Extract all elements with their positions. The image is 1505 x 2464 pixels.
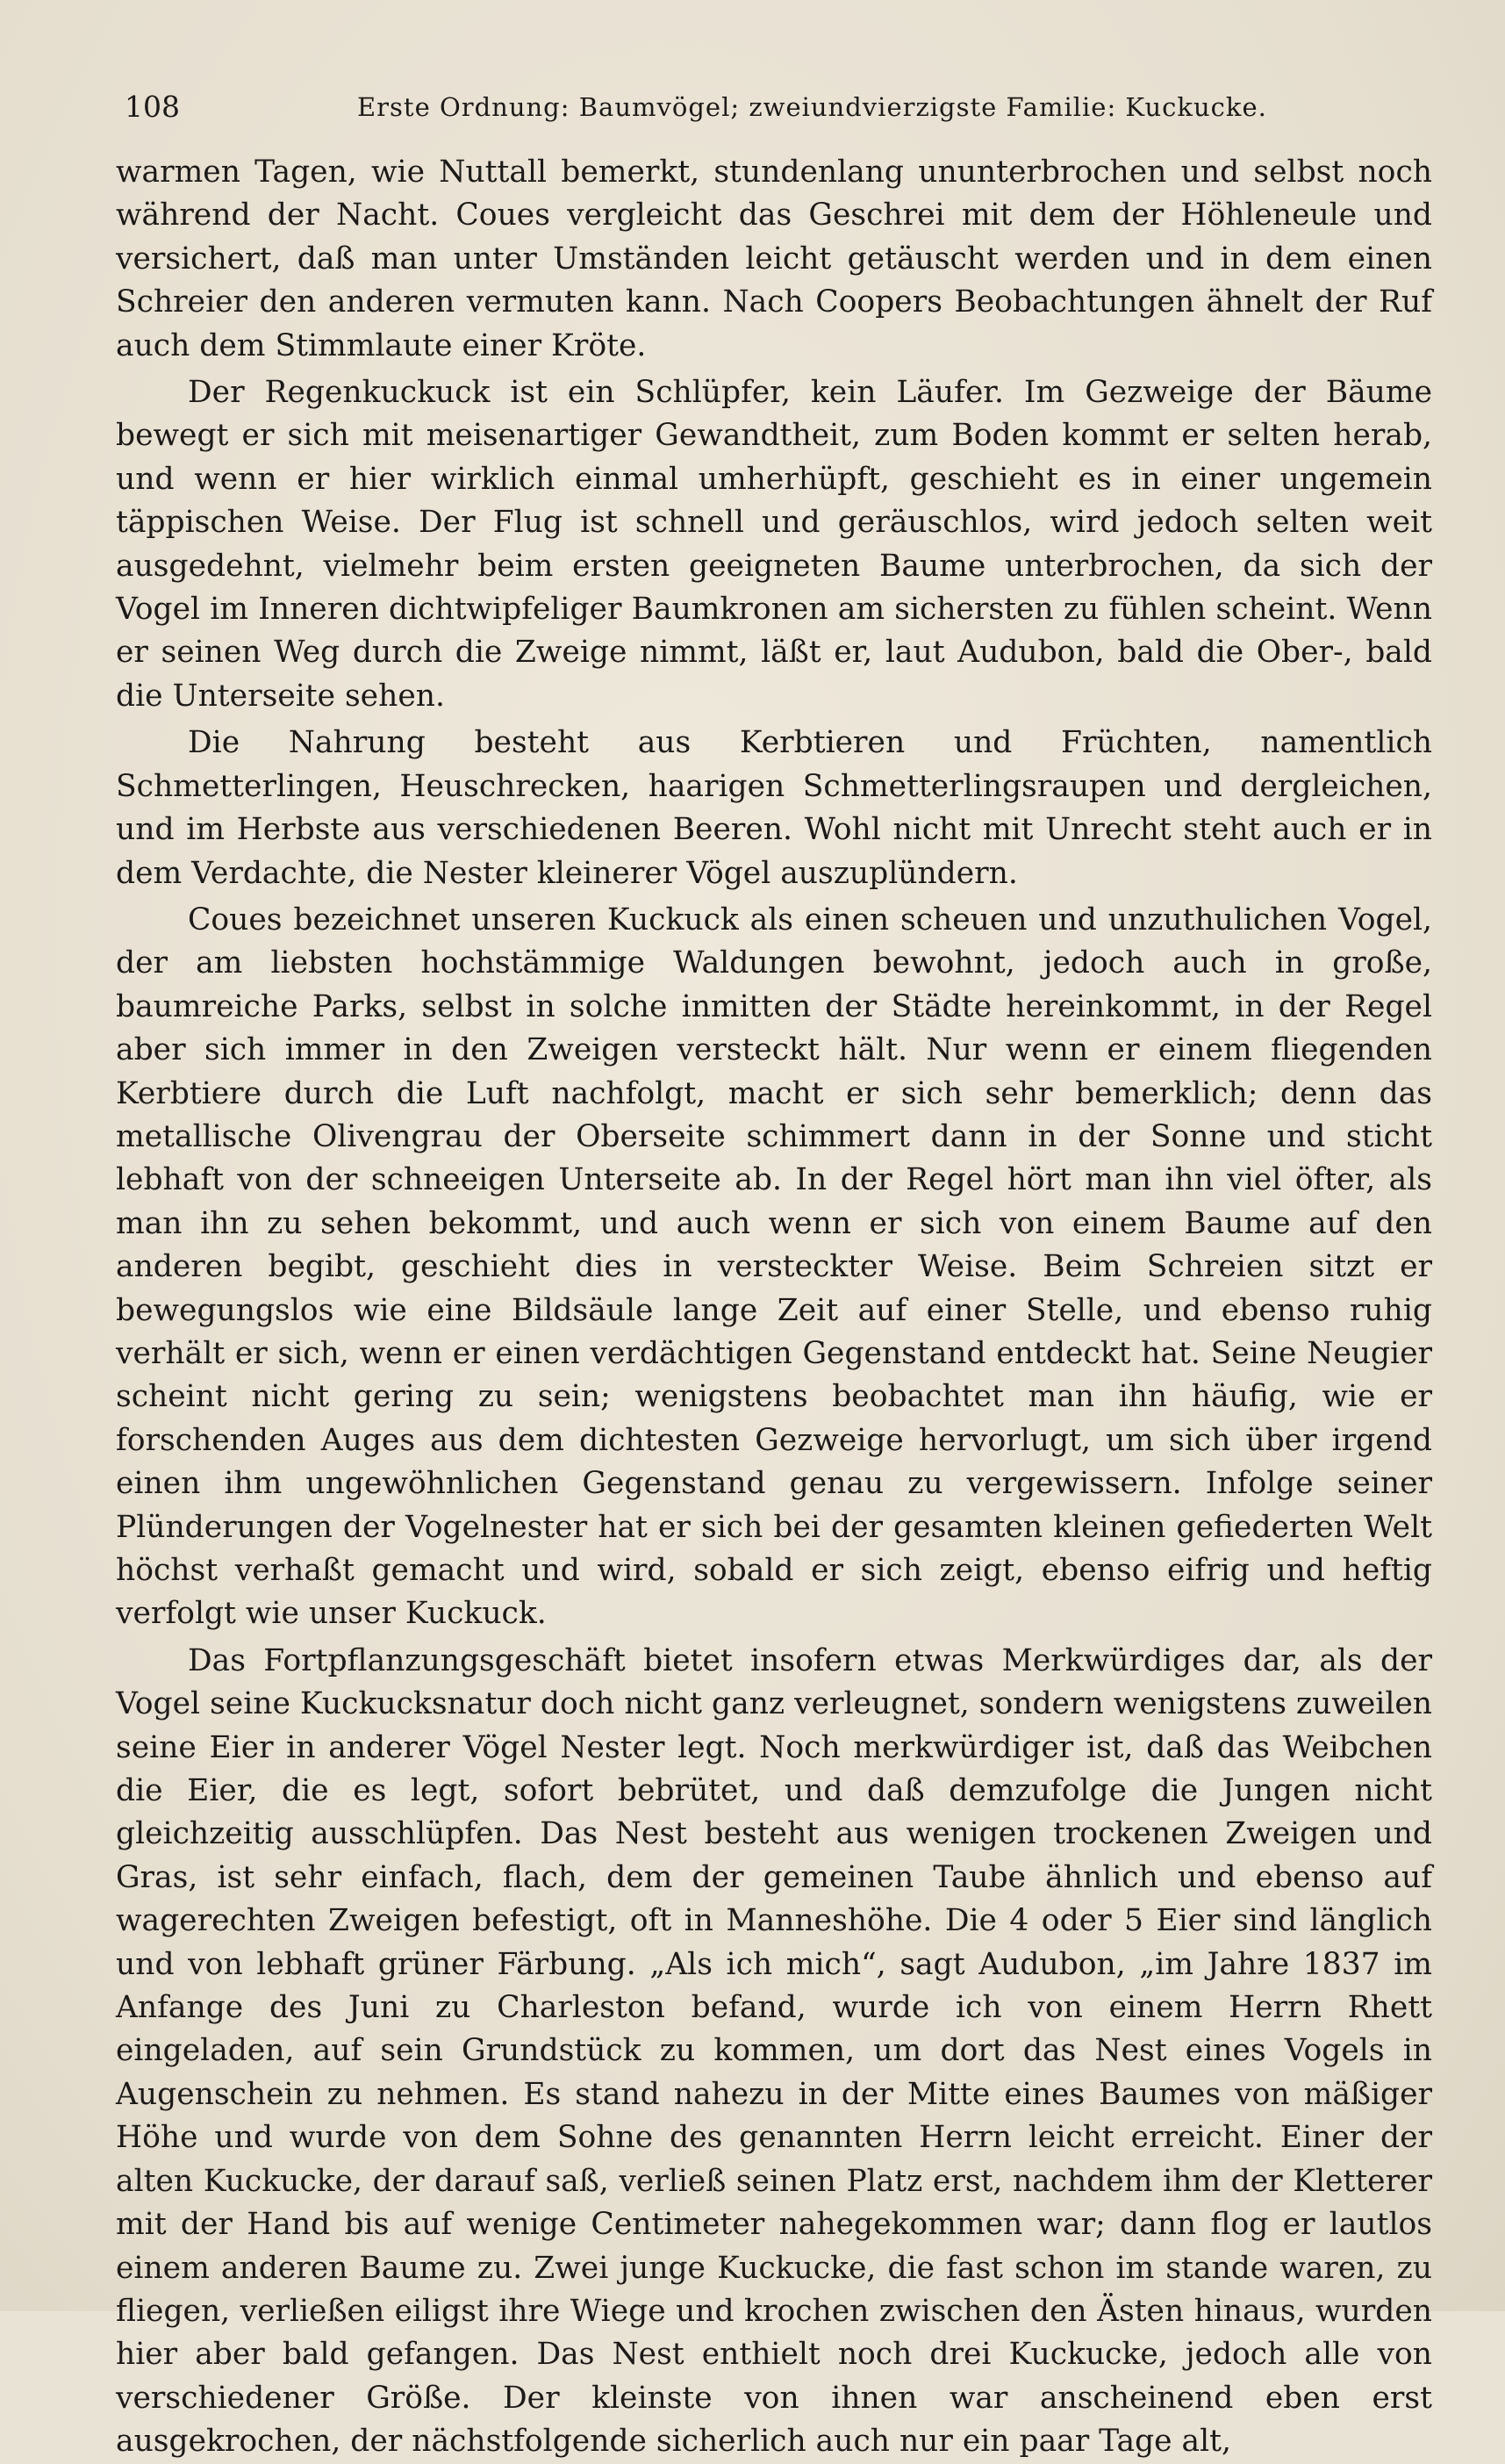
paragraph-2: Der Regenkuckuck ist ein Schlüpfer, kein Läufer. Im Gezweige der Bäume bewegt er sich mit meisenartiger Gewandtheit, zum Boden kommt er selten herab, und wenn er hier wirklich einmal umherhüpft, geschieht es in einer ungemein täppischen Weise. Der Flug ist schnell und geräuschlos, wird jedoch selten weit ausgedehnt, vielmehr beim ersten geeigneten Baume unterbrochen, da sich der Vogel im Inneren dichtwipfeliger Baumkronen am sichersten zu fühlen scheint. Wenn er seinen Weg durch die Zweige nimmt, läßt er, laut Audubon, bald die Ober-, bald die Unterseite sehen. xyxy=(116,375,1432,714)
page-header xyxy=(116,90,1415,128)
page-body xyxy=(116,151,1432,2464)
paragraph-1: warmen Tagen, wie Nuttall bemerkt, stundenlang ununterbrochen und selbst noch während der Nacht. Coues vergleicht das Geschrei mit dem der Höhleneule und versichert, daß man unter Umständen leicht getäuscht werden und in dem einen Schreier den anderen vermuten kann. Nach Coopers Beobachtungen ähnelt der Ruf auch dem Stimmlaute einer Kröte. xyxy=(116,154,1432,363)
paragraph-3: Die Nahrung besteht aus Kerbtieren und Früchten, namentlich Schmetterlingen, Heuschrecken, haarigen Schmetterlingsraupen und dergleichen, und im Herbste aus verschiedenen Beeren. Wohl nicht mit Unrecht steht auch er in dem Verdachte, die Nester kleinerer Vögel auszuplündern. xyxy=(116,725,1432,891)
page-number: 108 xyxy=(125,90,180,124)
running-title: Erste Ordnung: Baumvögel; zweiundvierzigste Familie: Kuckucke. xyxy=(357,92,1267,122)
paragraph-5: Das Fortpflanzungsgeschäft bietet insofern etwas Merkwürdiges dar, als der Vogel seine Kuckucksnatur doch nicht ganz verleugnet, sondern wenigstens zuweilen seine Eier in anderer Vögel Nester legt. Noch merkwürdiger ist, daß das Weibchen die Eier, die es legt, sofort bebrütet, und daß demzufolge die Jungen nicht gleichzeitig ausschlüpfen. Das Nest besteht aus wenigen trockenen Zweigen und Gras, ist sehr einfach, flach, dem der gemeinen Taube ähnlich und ebenso auf wagerechten Zweigen befestigt, oft in Manneshöhe. Die 4 oder 5 Eier sind länglich und von lebhaft grüner Färbung. „Als ich mich“, sagt Audubon, „im Jahre 1837 im Anfange des Juni zu Charleston befand, wurde ich von einem Herrn Rhett eingeladen, auf sein Grundstück zu kommen, um dort das Nest eines Vogels in Augenschein zu nehmen. Es stand nahezu in der Mitte eines Baumes von mäßiger Höhe und wurde von dem Sohne des genannten Herrn leicht erreicht. Einer der alten Kuckucke, der darauf saß, verließ seinen Platz erst, nachdem ihm der Kletterer mit der Hand bis auf wenige Centimeter nahegekommen war; dann flog er lautlos einem anderen Baume zu. Zwei junge Kuckucke, die fast schon im stande waren, zu fliegen, verließen eiligst ihre Wiege und krochen zwischen den Ästen hinaus, wurden hier aber bald gefangen. Das Nest enthielt noch drei Kuckucke, jedoch alle von verschiedener Größe. Der kleinste von ihnen war anscheinend eben erst ausgekrochen, der nächstfolgende sicherlich auch nur ein paar Tage alt, xyxy=(116,1642,1432,2460)
paragraph-4: Coues bezeichnet unseren Kuckuck als einen scheuen und unzuthulichen Vogel, der am liebsten hochstämmige Waldungen bewohnt, jedoch auch in große, baumreiche Parks, selbst in solche inmitten der Städte hereinkommt, in der Regel aber sich immer in den Zweigen versteckt hält. Nur wenn er einem fliegenden Kerbtiere durch die Luft nachfolgt, macht er sich sehr bemerklich; denn das metallische Olivengrau der Oberseite schimmert dann in der Sonne und sticht lebhaft von der schneeigen Unterseite ab. In der Regel hört man ihn viel öfter, als man ihn zu sehen bekommt, und auch wenn er sich von einem Baume auf den anderen begibt, geschieht dies in versteckter Weise. Beim Schreien sitzt er bewegungslos wie eine Bildsäule lange Zeit auf einer Stelle, und ebenso ruhig verhält er sich, wenn er einen verdächtigen Gegenstand entdeckt hat. Seine Neugier scheint nicht gering zu sein; wenigstens beobachtet man ihn häufig, wie er forschenden Auges aus dem dichtesten Gezweige hervorlugt, um sich über irgend einen ihm ungewöhnlichen Gegenstand genau zu vergewissern. Infolge seiner Plünderungen der Vogelnester hat er sich bei der gesamten kleinen gefiederten Welt höchst verhaßt gemacht und wird, sobald er sich zeigt, ebenso eifrig und heftig verfolgt wie unser Kuckuck. xyxy=(116,902,1432,1632)
